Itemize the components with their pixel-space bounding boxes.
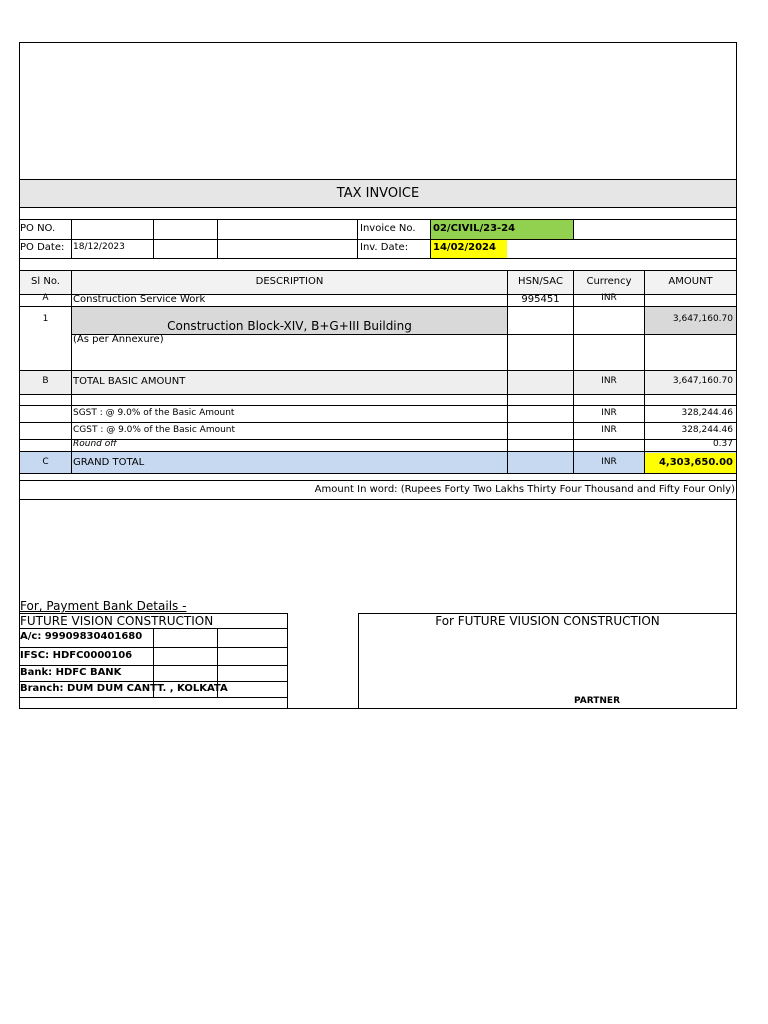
invoice-no-label: Invoice No.	[360, 223, 416, 234]
amount-in-words: Amount In word: (Rupees Forty Two Lakhs Thirty Four Thousand and Fifty Four Only)	[314, 484, 735, 495]
row-b-amount: 3,647,160.70	[672, 376, 733, 386]
row-a-hsn: 995451	[521, 294, 560, 305]
cgst-description: CGST : @ 9.0% of the Basic Amount	[73, 425, 236, 435]
po-no-label: PO NO.	[20, 223, 56, 234]
round-off-label: Round off	[73, 439, 117, 449]
cgst-currency: INR	[601, 425, 617, 435]
bank-account-number: A/c: 99909830401680	[20, 631, 143, 642]
inv-date-value: 14/02/2024	[433, 242, 496, 253]
row-c-sl: C	[42, 457, 49, 467]
row-a-sl: A	[42, 293, 49, 303]
signature-company: For FUTURE VIUSION CONSTRUCTION	[435, 614, 660, 628]
item-1-note: (As per Annexure)	[73, 334, 164, 345]
page-title: TAX INVOICE	[336, 186, 420, 201]
sgst-description: SGST : @ 9.0% of the Basic Amount	[73, 408, 235, 418]
cgst-amount: 328,244.46	[681, 425, 733, 435]
invoice-no-value: 02/CIVIL/23-24	[433, 223, 516, 234]
item-1-amount: 3,647,160.70	[672, 314, 733, 324]
bank-ifsc: IFSC: HDFC0000106	[20, 650, 133, 661]
sgst-amount: 328,244.46	[681, 408, 733, 418]
grand-total-currency: INR	[601, 457, 617, 467]
column-header-sl-no: Sl No.	[31, 276, 60, 287]
inv-date-label: Inv. Date:	[360, 242, 409, 253]
grand-total-label: GRAND TOTAL	[73, 457, 145, 468]
bank-details-heading: For, Payment Bank Details -	[20, 599, 187, 613]
column-header-description: DESCRIPTION	[255, 276, 324, 287]
po-date-value: 18/12/2023	[73, 242, 125, 252]
bank-branch: Branch: DUM DUM CANTT. , KOLKATA	[20, 683, 228, 694]
grand-total-amount: 4,303,650.00	[658, 457, 733, 468]
column-header-amount: AMOUNT	[668, 276, 713, 287]
column-header-hsn-sac: HSN/SAC	[518, 276, 563, 287]
sgst-currency: INR	[601, 408, 617, 418]
row-b-description: TOTAL BASIC AMOUNT	[73, 376, 186, 387]
signature-role: PARTNER	[573, 696, 620, 706]
row-a-description: Construction Service Work	[73, 294, 206, 305]
bank-company-name: FUTURE VISION CONSTRUCTION	[20, 614, 214, 628]
po-date-label: PO Date:	[20, 242, 65, 253]
bank-name: Bank: HDFC BANK	[20, 667, 122, 678]
row-b-currency: INR	[601, 376, 617, 386]
column-header-currency: Currency	[586, 276, 632, 287]
item-1-description: Construction Block-XIV, B+G+III Building	[167, 319, 412, 333]
row-a-currency: INR	[601, 293, 617, 303]
row-b-sl: B	[42, 376, 49, 386]
item-1-sl: 1	[42, 314, 49, 324]
round-off-amount: 0.37	[712, 439, 733, 449]
